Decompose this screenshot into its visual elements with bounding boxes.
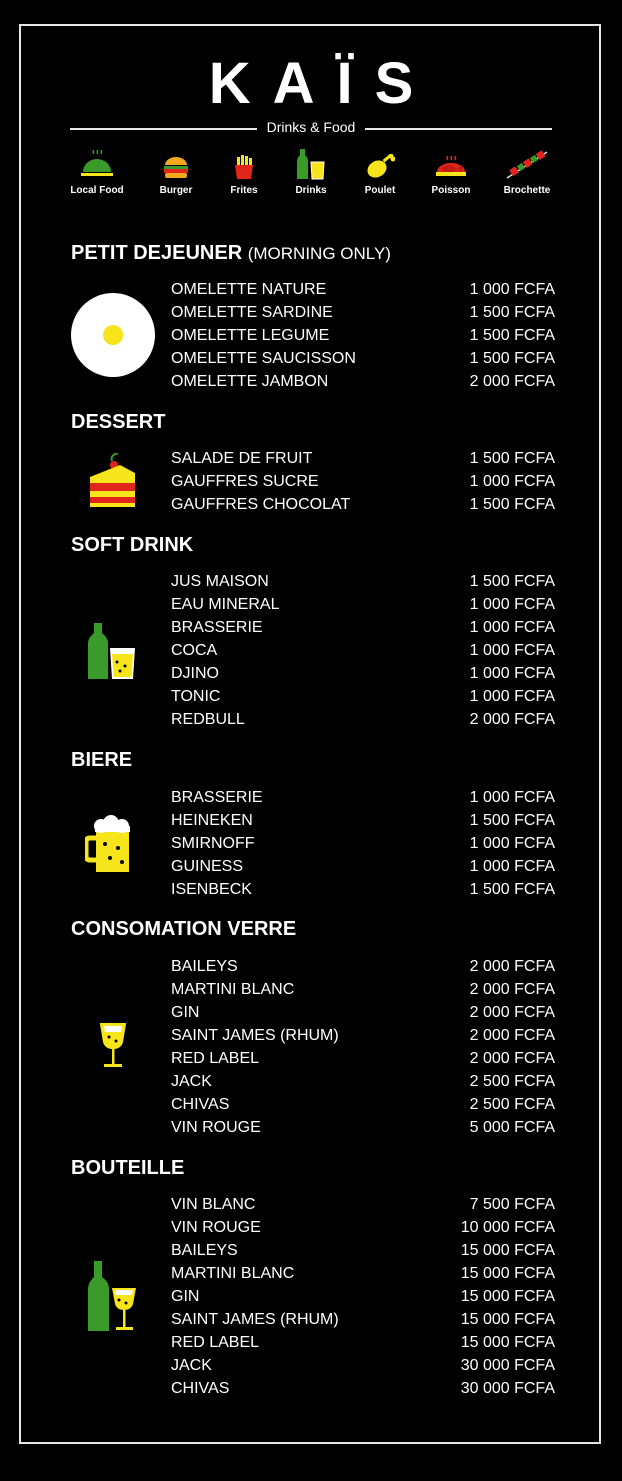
menu-item bbox=[171, 786, 555, 809]
menu-item bbox=[171, 370, 555, 393]
category-drinks bbox=[276, 148, 346, 196]
section-title-petit-dejeuner bbox=[71, 241, 391, 266]
section-note: (MORNING ONLY) bbox=[247, 244, 391, 263]
item-name: OMELETTE NATURE bbox=[171, 281, 327, 298]
item-price: 30 000 FCFA bbox=[460, 1357, 555, 1374]
burger-icon bbox=[163, 156, 189, 180]
menu-item bbox=[171, 1331, 555, 1354]
item-price: 30 000 FCFA bbox=[460, 1380, 555, 1397]
item-price: 1 000 FCFA bbox=[469, 858, 555, 875]
item-price: 15 000 FCFA bbox=[460, 1311, 555, 1328]
fish-icon bbox=[435, 152, 467, 180]
section-title-consomation-verre: CONSOMATION VERRE bbox=[71, 918, 297, 940]
menu-item bbox=[171, 1024, 555, 1047]
category-label: Local Food bbox=[70, 185, 124, 196]
fried-egg-icon bbox=[70, 292, 156, 378]
menu-item bbox=[171, 1001, 555, 1024]
menu-item bbox=[171, 1239, 555, 1262]
menu-item bbox=[171, 447, 555, 470]
item-name: CHIVAS bbox=[171, 1096, 230, 1113]
item-name: GIN bbox=[171, 1004, 200, 1021]
menu-item bbox=[171, 1047, 555, 1070]
item-price: 1 500 FCFA bbox=[469, 881, 555, 898]
item-price: 1 500 FCFA bbox=[469, 350, 555, 367]
menu-item bbox=[171, 1093, 555, 1116]
menu-item bbox=[171, 470, 555, 493]
item-name: SALADE DE FRUIT bbox=[171, 450, 313, 467]
category-label: Burger bbox=[159, 185, 193, 196]
menu-item bbox=[171, 347, 555, 370]
chicken-leg-icon bbox=[365, 154, 395, 180]
menu-item bbox=[171, 1070, 555, 1093]
category-poisson bbox=[416, 148, 486, 196]
item-price: 2 500 FCFA bbox=[469, 1096, 555, 1113]
item-name: RED LABEL bbox=[171, 1334, 260, 1351]
item-price: 1 500 FCFA bbox=[469, 573, 555, 590]
item-name: JUS MAISON bbox=[171, 573, 269, 590]
item-name: EAU MINERAL bbox=[171, 596, 280, 613]
divider-right bbox=[365, 128, 552, 130]
menu-item bbox=[171, 301, 555, 324]
item-price: 2 000 FCFA bbox=[469, 1050, 555, 1067]
item-name: BAILEYS bbox=[171, 1242, 238, 1259]
item-price: 1 000 FCFA bbox=[469, 688, 555, 705]
menu-item bbox=[171, 616, 555, 639]
item-name: DJINO bbox=[171, 665, 219, 682]
category-label: Drinks bbox=[295, 185, 327, 196]
item-name: CHIVAS bbox=[171, 1380, 230, 1397]
menu-item bbox=[171, 878, 555, 901]
item-price: 1 000 FCFA bbox=[469, 473, 555, 490]
item-price: 2 000 FCFA bbox=[469, 1004, 555, 1021]
drinks-icon bbox=[296, 148, 326, 180]
category-frites bbox=[209, 148, 279, 196]
item-price: 5 000 FCFA bbox=[469, 1119, 555, 1136]
item-name: REDBULL bbox=[171, 711, 245, 728]
item-price: 2 000 FCFA bbox=[469, 1027, 555, 1044]
menu-item bbox=[171, 1377, 555, 1400]
item-name: BRASSERIE bbox=[171, 619, 263, 636]
item-name: OMELETTE JAMBON bbox=[171, 373, 329, 390]
item-name: VIN ROUGE bbox=[171, 1119, 261, 1136]
item-price: 1 500 FCFA bbox=[469, 327, 555, 344]
item-price: 10 000 FCFA bbox=[460, 1219, 555, 1236]
item-price: 1 000 FCFA bbox=[469, 619, 555, 636]
item-name: SAINT JAMES (RHUM) bbox=[171, 1311, 339, 1328]
item-name: BRASSERIE bbox=[171, 789, 263, 806]
item-price: 2 000 FCFA bbox=[469, 373, 555, 390]
item-name: JACK bbox=[171, 1357, 212, 1374]
item-price: 2 000 FCFA bbox=[469, 981, 555, 998]
section-title-soft-drink: SOFT DRINK bbox=[71, 534, 194, 556]
item-name: ISENBECK bbox=[171, 881, 252, 898]
menu-item bbox=[171, 1354, 555, 1377]
item-price: 2 500 FCFA bbox=[469, 1073, 555, 1090]
item-name: GUINESS bbox=[171, 858, 244, 875]
bottle-and-glass-icon bbox=[88, 622, 138, 680]
item-name: HEINEKEN bbox=[171, 812, 253, 829]
brand-logo: KAÏS bbox=[208, 51, 436, 116]
item-price: 15 000 FCFA bbox=[460, 1265, 555, 1282]
item-price: 1 500 FCFA bbox=[469, 496, 555, 513]
item-name: RED LABEL bbox=[171, 1050, 260, 1067]
menu-item bbox=[171, 1116, 555, 1139]
menu-item bbox=[171, 570, 555, 593]
dish-cloche-icon bbox=[80, 150, 114, 180]
menu-item bbox=[171, 593, 555, 616]
wine-bottle-and-glass-icon bbox=[88, 1260, 138, 1332]
tagline-row bbox=[70, 117, 552, 139]
item-name: VIN ROUGE bbox=[171, 1219, 261, 1236]
item-name: VIN BLANC bbox=[171, 1196, 256, 1213]
item-price: 1 000 FCFA bbox=[469, 665, 555, 682]
menu-item bbox=[171, 639, 555, 662]
menu-item bbox=[171, 1216, 555, 1239]
item-price: 1 500 FCFA bbox=[469, 450, 555, 467]
category-label: Poisson bbox=[431, 185, 471, 196]
item-name: MARTINI BLANC bbox=[171, 1265, 295, 1282]
section-title-text: PETIT DEJEUNER bbox=[71, 242, 243, 264]
item-price: 15 000 FCFA bbox=[460, 1334, 555, 1351]
item-name: GAUFFRES CHOCOLAT bbox=[171, 496, 351, 513]
item-price: 1 000 FCFA bbox=[469, 281, 555, 298]
category-local-food bbox=[62, 148, 132, 196]
menu-item bbox=[171, 978, 555, 1001]
category-poulet bbox=[345, 148, 415, 196]
menu-item bbox=[171, 278, 555, 301]
item-name: SMIRNOFF bbox=[171, 835, 255, 852]
item-name: TONIC bbox=[171, 688, 221, 705]
item-name: OMELETTE SARDINE bbox=[171, 304, 333, 321]
category-label: Frites bbox=[230, 185, 258, 196]
beer-mug-icon bbox=[85, 814, 135, 872]
menu-item bbox=[171, 685, 555, 708]
menu-item bbox=[171, 493, 555, 516]
menu-item bbox=[171, 955, 555, 978]
item-price: 1 500 FCFA bbox=[469, 812, 555, 829]
menu-item bbox=[171, 1262, 555, 1285]
item-price: 15 000 FCFA bbox=[460, 1288, 555, 1305]
item-name: MARTINI BLANC bbox=[171, 981, 295, 998]
category-brochette bbox=[492, 148, 562, 196]
menu-item bbox=[171, 809, 555, 832]
item-price: 1 000 FCFA bbox=[469, 642, 555, 659]
item-name: COCA bbox=[171, 642, 218, 659]
menu-item bbox=[171, 324, 555, 347]
item-price: 1 000 FCFA bbox=[469, 835, 555, 852]
section-title-bouteille: BOUTEILLE bbox=[71, 1157, 185, 1179]
wine-glass-icon bbox=[99, 1022, 127, 1068]
item-price: 1 500 FCFA bbox=[469, 304, 555, 321]
item-price: 1 000 FCFA bbox=[469, 596, 555, 613]
item-price: 15 000 FCFA bbox=[460, 1242, 555, 1259]
item-name: BAILEYS bbox=[171, 958, 238, 975]
menu-item bbox=[171, 662, 555, 685]
section-title-dessert: DESSERT bbox=[71, 411, 166, 433]
menu-item bbox=[171, 855, 555, 878]
menu-item bbox=[171, 832, 555, 855]
item-price: 2 000 FCFA bbox=[469, 958, 555, 975]
item-price: 7 500 FCFA bbox=[469, 1196, 555, 1213]
category-label: Poulet bbox=[364, 185, 396, 196]
menu-item bbox=[171, 1193, 555, 1216]
menu-item bbox=[171, 1285, 555, 1308]
item-name: OMELETTE LEGUME bbox=[171, 327, 330, 344]
item-name: OMELETTE SAUCISSON bbox=[171, 350, 356, 367]
brand-tagline: Drinks & Food bbox=[266, 119, 356, 135]
item-name: GAUFFRES SUCRE bbox=[171, 473, 319, 490]
item-name: JACK bbox=[171, 1073, 212, 1090]
fries-icon bbox=[234, 154, 254, 180]
menu-item bbox=[171, 708, 555, 731]
cake-slice-icon bbox=[88, 453, 138, 509]
skewer-icon bbox=[505, 150, 549, 180]
category-burger bbox=[141, 148, 211, 196]
section-title-biere: BIERE bbox=[71, 749, 133, 771]
item-price: 1 000 FCFA bbox=[469, 789, 555, 806]
menu-item bbox=[171, 1308, 555, 1331]
category-label: Brochette bbox=[503, 185, 551, 196]
item-name: SAINT JAMES (RHUM) bbox=[171, 1027, 339, 1044]
item-name: GIN bbox=[171, 1288, 200, 1305]
item-price: 2 000 FCFA bbox=[469, 711, 555, 728]
